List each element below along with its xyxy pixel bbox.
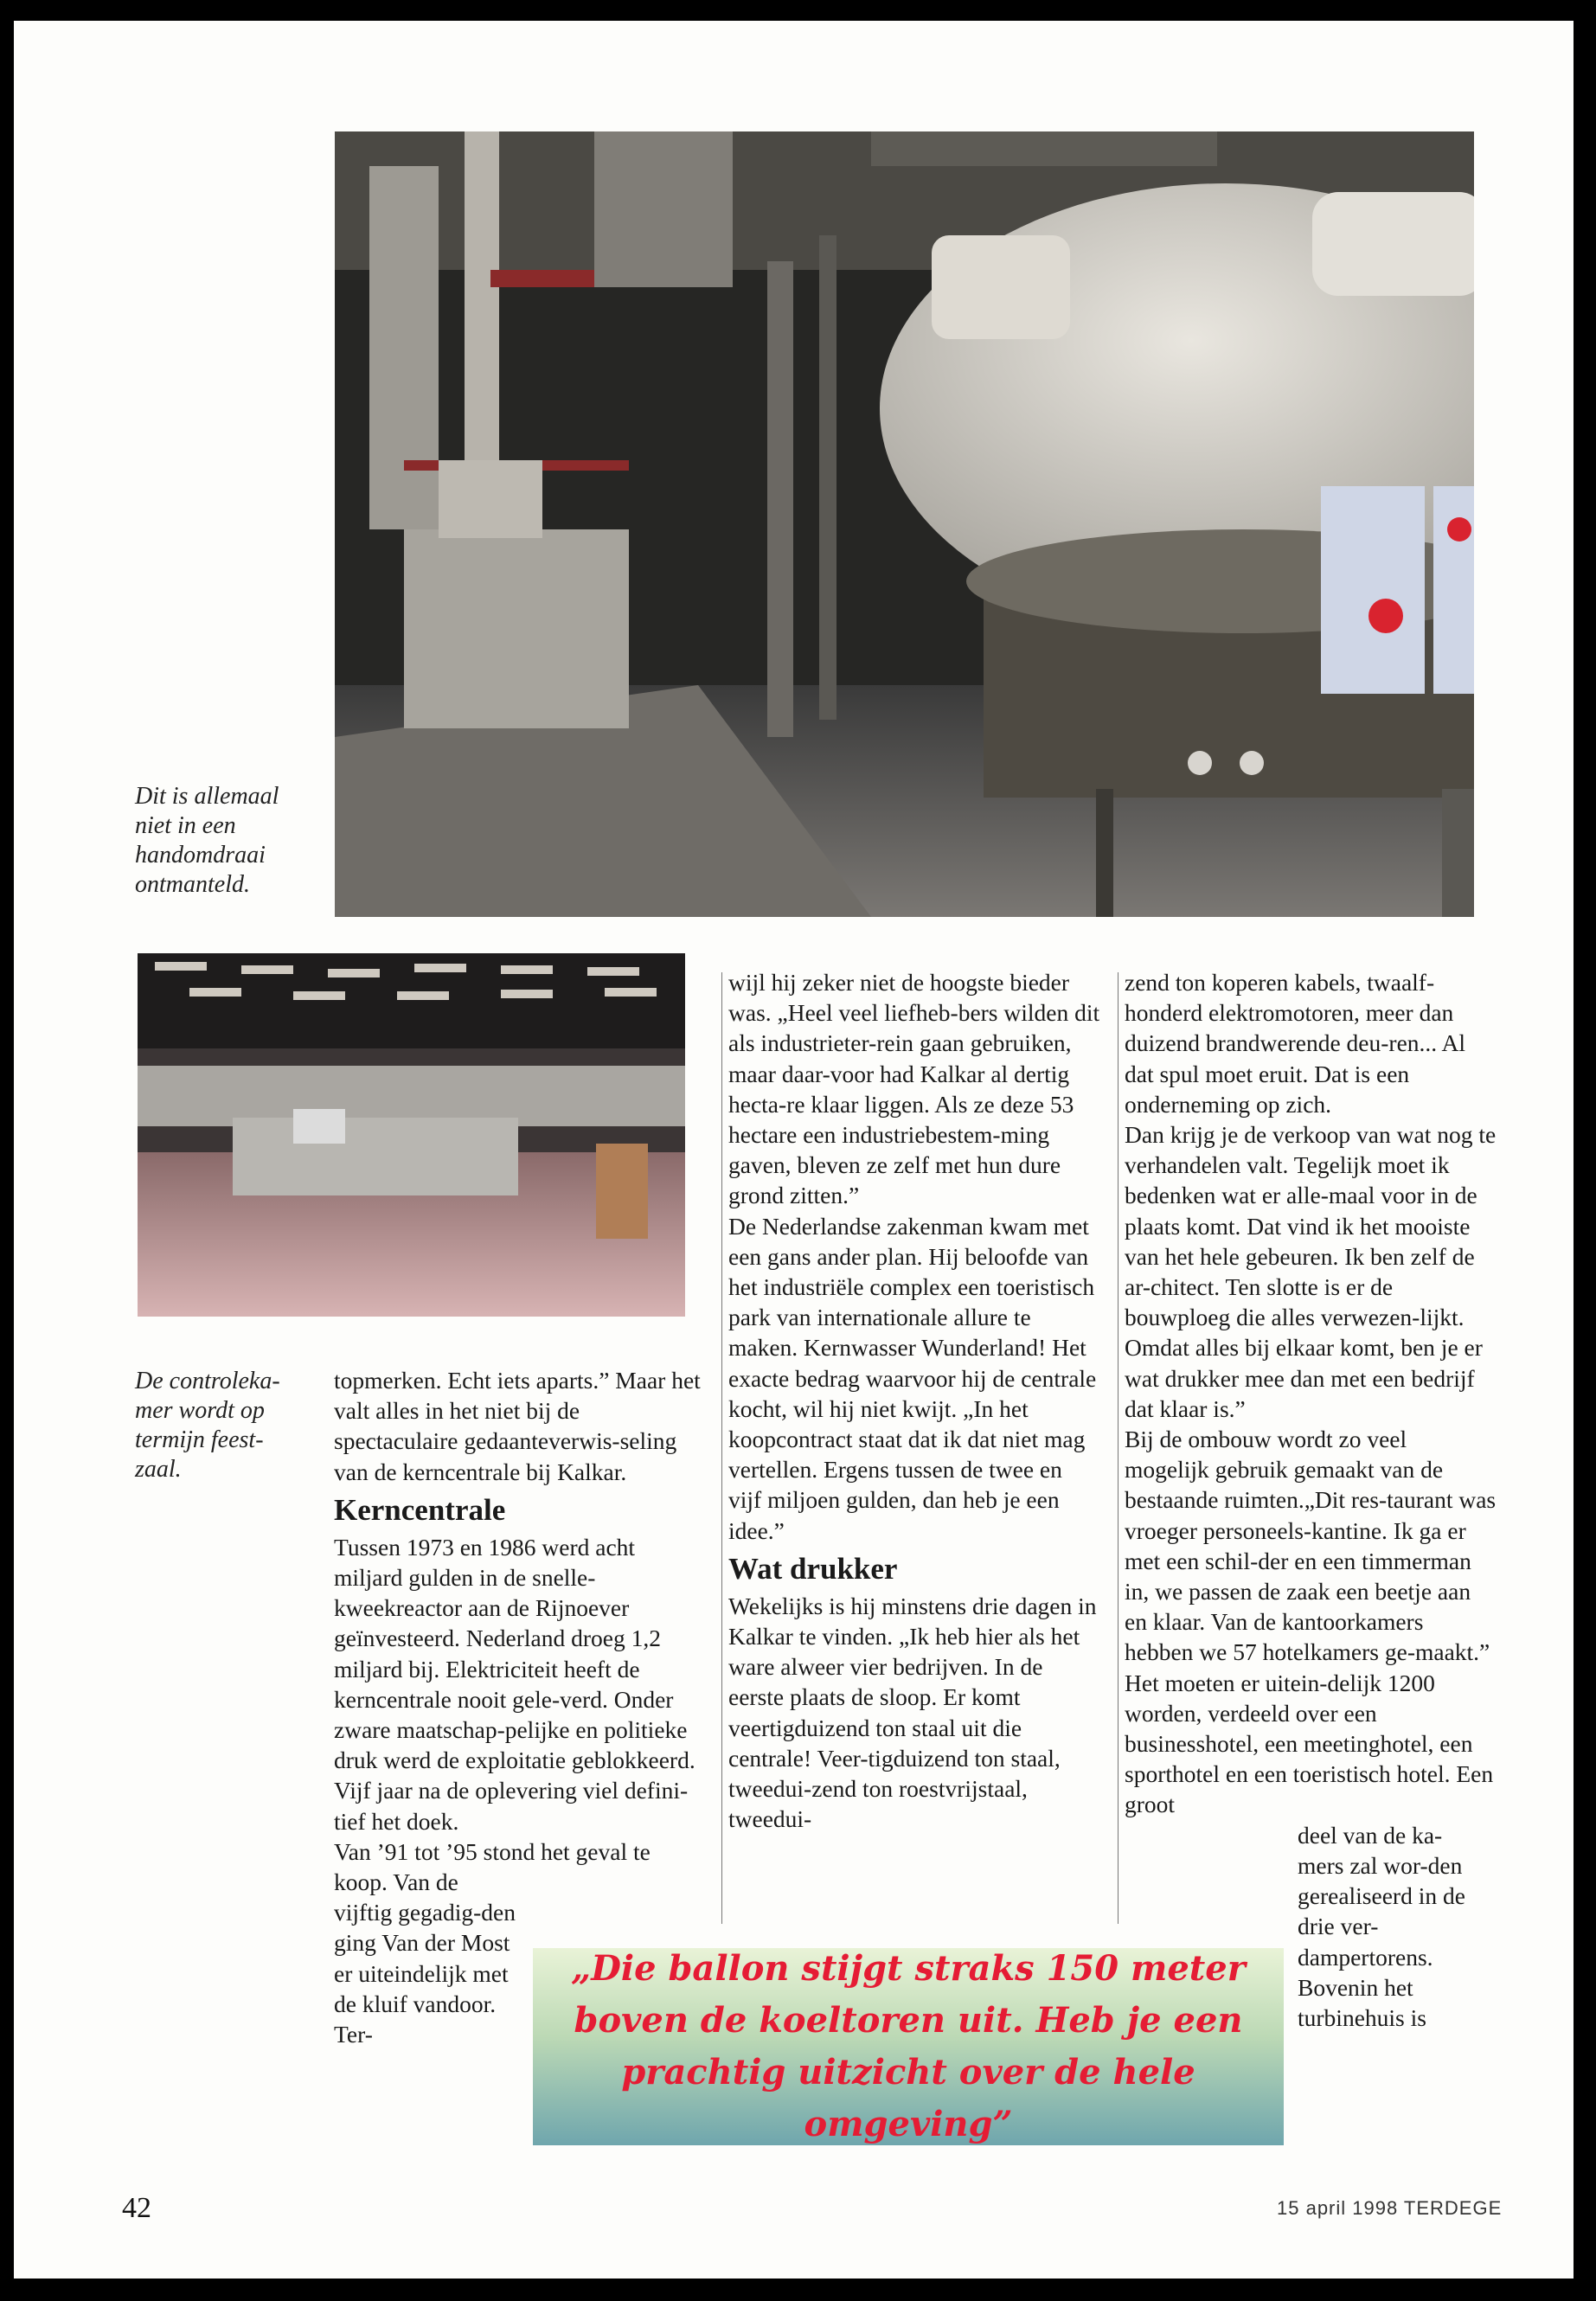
control-room-photo bbox=[138, 953, 685, 1317]
column-divider bbox=[721, 972, 722, 1924]
page-number: 42 bbox=[122, 2192, 151, 2224]
paragraph: Dan krijg je de verkoop van wat nog te verhandelen valt. Tegelijk moet ik bedenken wat er alle-maal voor in de plaats komt. Dat vind ik het mooiste van het hele gebeuren. Ik ben zelf de ar-chitect. Ten slotte is er de bouwploeg die alles verwezen-lijkt. Omdat alles bij elkaar komt, ben je er wat drukker mee dan met een bedrijf dat klaar is.” bbox=[1125, 1121, 1497, 1422]
caption-top-photo: Dit is allemaal niet in een handomdraai ontmanteld. bbox=[135, 783, 279, 898]
pull-quote-text: „Die ballon stijgt straks 150 meter boven de koeltoren uit. Heb je een prachtig uitzicht over de hele omgeving” bbox=[571, 1948, 1246, 2144]
paragraph: Bij de ombouw wordt zo veel mogelijk gebruik gemaakt van de bestaande ruimten.„Dit res-taurant was vroeger personeels-kantine. Ik ga er met een schil-der en een timmerman in, we passen de zaak een beetje aan en klaar. Van de kantoorkamers hebben we 57 hotelkamers ge-maakt.” Het moeten er uitein-delijk 1200 worden, verdeeld over een businesshotel, een meetinghotel, een sporthotel en een toeristisch hotel. Een groot bbox=[1125, 1426, 1497, 1818]
paragraph: Tussen 1973 en 1986 werd acht miljard gulden in de snelle-kweekreactor aan de Rijnoever geïnvesteerd. Nederland droeg 1,2 miljard bij. Elektriciteit heeft de kerncentrale nooit gele-verd. Onder zware maatschap-pelijke en politieke druk werd de exploitatie geblokkeerd. Vijf jaar na de oplevering viel defini-tief het doek. bbox=[334, 1533, 695, 1835]
paragraph: topmerken. Echt iets aparts.” Maar het valt alles in het niet bij de spectaculaire gedaanteverwis-seling van de kerncentrale bij Kalkar. bbox=[334, 1367, 701, 1485]
text-column-2 bbox=[728, 967, 1100, 1834]
paragraph: deel van de ka-mers zal wor-den gerealiseerd in de drie ver-dampertorens. Bovenin het turbinehuis is bbox=[1298, 1821, 1465, 2031]
pull-quote-box bbox=[533, 1948, 1284, 2145]
text-column-3 bbox=[1125, 967, 1497, 2033]
paragraph: De Nederlandse zakenman kwam met een gans ander plan. Hij beloofde van het industriële complex een toeristisch park van internationale allure te maken. Kernwasser Wunderland! Het exacte bedrag waarvoor hij de centrale kocht, wil hij niet kwijt. „In het koopcontract staat dat ik dat niet mag vertellen. Ergens tussen de twee en vijf miljoen gulden, dan heb je een idee.” bbox=[728, 1212, 1097, 1544]
magazine-page bbox=[14, 21, 1574, 2279]
issue-footer: 15 april 1998 TERDEGE bbox=[1277, 2197, 1503, 2219]
caption-control-photo: De controleka-mer wordt op termijn feest-zaal. bbox=[135, 1368, 280, 1483]
heading-kerncentrale: Kerncentrale bbox=[334, 1492, 506, 1527]
paragraph: Van ’91 tot ’95 stond het geval te koop. Van de bbox=[334, 1837, 651, 1896]
reactor-hall-photo bbox=[335, 131, 1474, 917]
paragraph: zend ton koperen kabels, twaalf-honderd elektromotoren, meer dan duizend brandwerende deu-ren... Al dat spul moet eruit. Dat is een onderneming op zich. bbox=[1125, 969, 1466, 1118]
paragraph: vijftig gegadig-den ging Van der Most er uiteindelijk met de kluif vandoor. Ter- bbox=[334, 1899, 516, 2048]
paragraph: wijl hij zeker niet de hoogste bieder was. „Heel veel liefheb-bers wilden dit als industrieter-rein gaan gebruiken, maar daar-voor had Kalkar al dertig hecta-re klaar liggen. Als ze deze 53 hectare een industriebestem-ming gaven, bleven ze zelf met hun dure grond zitten.” bbox=[728, 969, 1100, 1209]
paragraph: Wekelijks is hij minstens drie dagen in Kalkar te vinden. „Ik heb hier als het ware alweer vier bedrijven. In de eerste plaats de sloop. Er komt veertigduizend ton staal uit die centrale! Veer-tigduizend ton staal, tweedui-zend ton roestvrijstaal, tweedui- bbox=[728, 1592, 1097, 1833]
heading-wat-drukker: Wat drukker bbox=[728, 1551, 898, 1586]
